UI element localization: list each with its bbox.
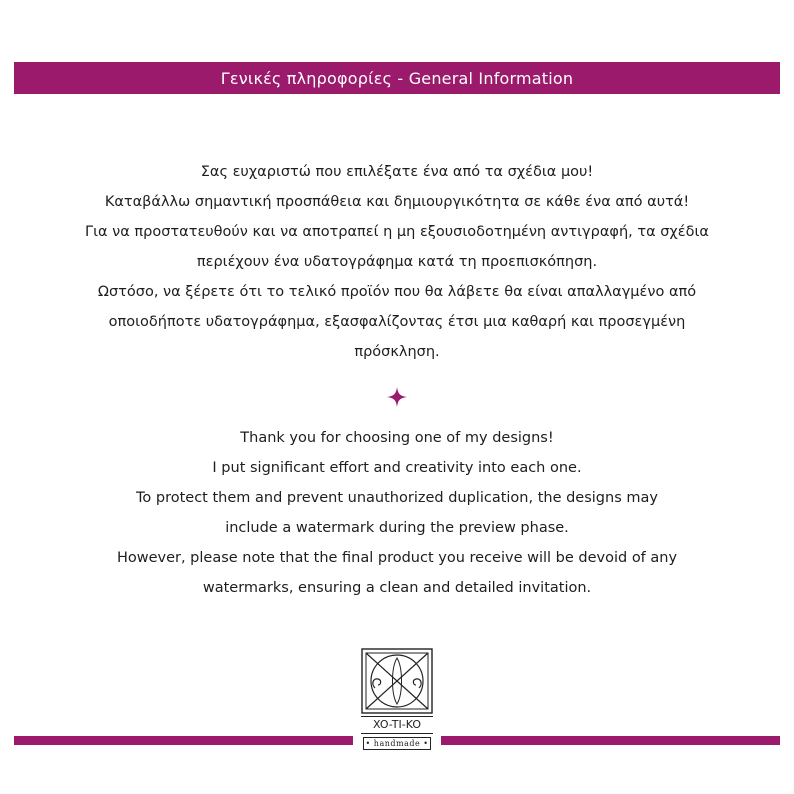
greek-line: οποιοδήποτε υδατογράφημα, εξασφαλίζοντας έτσι μια καθαρή και προσεγμένη — [108, 314, 686, 330]
logo-tagline: • handmade • — [363, 737, 431, 750]
greek-text-block — [40, 157, 754, 367]
greek-line: Σας ευχαριστώ που επιλέξατε ένα από τα σχέδια μου! — [200, 164, 594, 180]
english-line: I put significant effort and creativity into each one. — [212, 460, 582, 476]
english-line: watermarks, ensuring a clean and detailed invitation. — [202, 580, 592, 596]
greek-line: περιέχουν ένα υδατογράφημα κατά τη προεπισκόπηση. — [196, 254, 598, 270]
footer-bar-left — [14, 736, 353, 745]
english-line: Thank you for choosing one of my designs! — [240, 430, 554, 446]
xo-ti-ko-logo-icon — [361, 648, 433, 714]
english-text-block — [40, 423, 754, 603]
header-bar — [14, 62, 780, 94]
four-point-star-icon — [387, 387, 407, 407]
english-line: To protect them and prevent unauthorized duplication, the designs may — [136, 490, 658, 506]
greek-line: Ωστόσο, να ξέρετε ότι το τελικό προϊόν που θα λάβετε θα είναι απαλλαγμένο από — [97, 284, 697, 300]
logo-brand: XO-TI-KO — [361, 716, 433, 734]
greek-line: πρόσκληση. — [354, 344, 440, 360]
english-line: include a watermark during the preview phase. — [225, 520, 569, 536]
greek-line: Για να προστατευθούν και να αποτραπεί η μη εξουσιοδοτημένη αντιγραφή, τα σχέδια — [85, 224, 709, 240]
page-title: Γενικές πληροφορίες - General Information — [220, 68, 574, 88]
footer-bar-right — [441, 736, 780, 745]
greek-line: Καταβάλλω σημαντική προσπάθεια και δημιουργικότητα σε κάθε ένα από αυτά! — [104, 194, 690, 210]
logo — [361, 648, 433, 758]
english-line: However, please note that the final product you receive will be devoid of any — [116, 550, 678, 566]
